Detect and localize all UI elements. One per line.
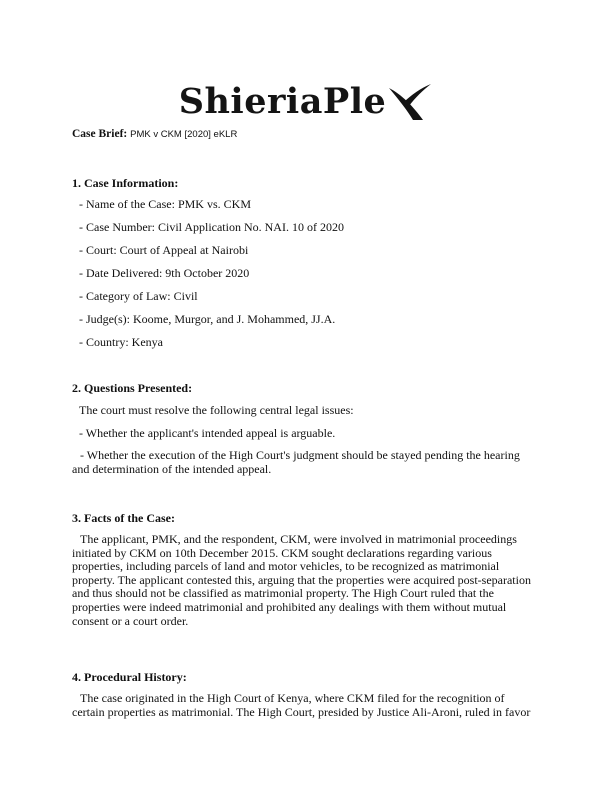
procedural-history-paragraph: The case originated in the High Court of Kenya, where CKM filed for the recognition of certain properties as matrimonial. The High Court, presided by Justice Ali-Aroni, ruled in favor <box>72 691 531 719</box>
info-item-category: - Category of Law: Civil <box>79 289 198 303</box>
sheriaplex-logo <box>0 80 612 122</box>
section-heading-case-information: 1. Case Information: <box>72 176 179 190</box>
section-heading-questions: 2. Questions Presented: <box>72 381 193 395</box>
logo-text: ShieriaPle <box>178 80 387 122</box>
info-item-date: - Date Delivered: 9th October 2020 <box>79 266 250 280</box>
facts-paragraph: The applicant, PMK, and the respondent, CKM, were involved in matrimonial proceedings initiated by CKM on 10th December 2015. CKM sought declarations regarding various properties, including parcels of land and motor vehicles, to be recognized as matrimonial property. The applicant contested this, arguing that the properties were acquired post-separation and thus should not be classified as matrimonial property. The High Court ruled that the properties were indeed matrimonial and prohibited any dealings with them without mutual consent or a court order. <box>72 532 531 628</box>
question-item-arguable: - Whether the applicant's intended appeal is arguable. <box>79 426 336 440</box>
logo-x-mark-icon <box>387 82 433 122</box>
info-item-court: - Court: Court of Appeal at Nairobi <box>79 243 249 257</box>
question-item-stay: - Whether the execution of the High Court's judgment should be stayed pending the hearing and determination of the intended appeal. <box>72 448 520 476</box>
case-brief-line <box>72 128 237 140</box>
info-item-country: - Country: Kenya <box>79 335 163 349</box>
info-item-case-name: - Name of the Case: PMK vs. CKM <box>79 197 251 211</box>
info-item-case-number: - Case Number: Civil Application No. NAI. 10 of 2020 <box>79 220 344 234</box>
case-brief-label: Case Brief: <box>72 128 128 140</box>
section-heading-facts: 3. Facts of the Case: <box>72 511 175 525</box>
questions-intro: The court must resolve the following central legal issues: <box>79 403 354 417</box>
case-citation: PMK v CKM [2020] eKLR <box>130 129 238 140</box>
section-heading-procedural-history: 4. Procedural History: <box>72 670 187 684</box>
info-item-judges: - Judge(s): Koome, Murgor, and J. Mohammed, JJ.A. <box>79 312 336 326</box>
